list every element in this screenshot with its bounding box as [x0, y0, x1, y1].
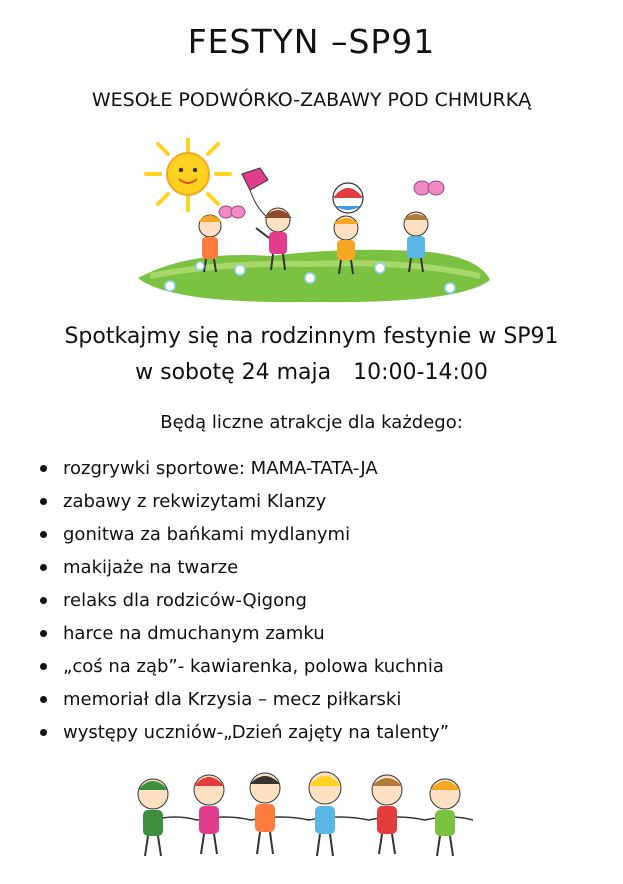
list-item-label: zabawy z rekwizytami Klanzy [63, 491, 327, 512]
page-subtitle: WESOŁE PODWÓRKO-ZABAWY POD CHMURKĄ [91, 89, 532, 111]
invitation-line: Spotkajmy się na rodzinnym festynie w SP91 [64, 324, 559, 349]
bullet-icon [40, 663, 47, 670]
kids-playing-illustration [130, 138, 492, 304]
list-item [40, 485, 449, 518]
event-date: w sobotę 24 maja [135, 360, 332, 385]
bullet-icon [40, 498, 47, 505]
event-datetime [0, 355, 623, 391]
kid-4-figure [309, 772, 341, 856]
list-item-label: „coś na ząb”- kawiarenka, polowa kuchnia [63, 656, 444, 677]
list-item [40, 452, 449, 485]
list-item-label: makijaże na twarze [63, 557, 239, 578]
bullet-icon [40, 630, 47, 637]
attractions-lead: Będą liczne atrakcje dla każdego: [160, 412, 463, 433]
bullet-icon [40, 729, 47, 736]
page-title: FESTYN –SP91 [187, 22, 436, 61]
ball-icon [333, 183, 363, 213]
list-item [40, 584, 449, 617]
event-time: 10:00-14:00 [353, 360, 488, 385]
kid-2-figure [194, 775, 224, 854]
bullet-icon [40, 597, 47, 604]
list-item [40, 617, 449, 650]
list-item [40, 650, 449, 683]
list-item-label: występy uczniów-„Dzień zajęty na talenty” [63, 722, 450, 743]
list-item-label: rozgrywki sportowe: MAMA-TATA-JA [63, 458, 378, 479]
list-item [40, 683, 449, 716]
invitation [0, 319, 623, 391]
list-item [40, 551, 449, 584]
list-item-label: harce na dmuchanym zamku [63, 623, 325, 644]
list-item-label: gonitwa za bańkami mydlanymi [63, 524, 351, 545]
kid-3-figure [250, 773, 280, 854]
bullet-icon [40, 531, 47, 538]
list-item-label: memoriał dla Krzysia – mecz piłkarski [63, 689, 402, 710]
kid-5-figure [372, 775, 402, 854]
bullet-icon [40, 465, 47, 472]
kids-holding-hands-illustration [125, 760, 497, 865]
attractions-list [40, 452, 449, 749]
list-item-label: relaks dla rodziców-Qigong [63, 590, 307, 611]
list-item [40, 518, 449, 551]
bullet-icon [40, 696, 47, 703]
list-item [40, 716, 449, 749]
sun-icon [146, 138, 230, 210]
bullet-icon [40, 564, 47, 571]
